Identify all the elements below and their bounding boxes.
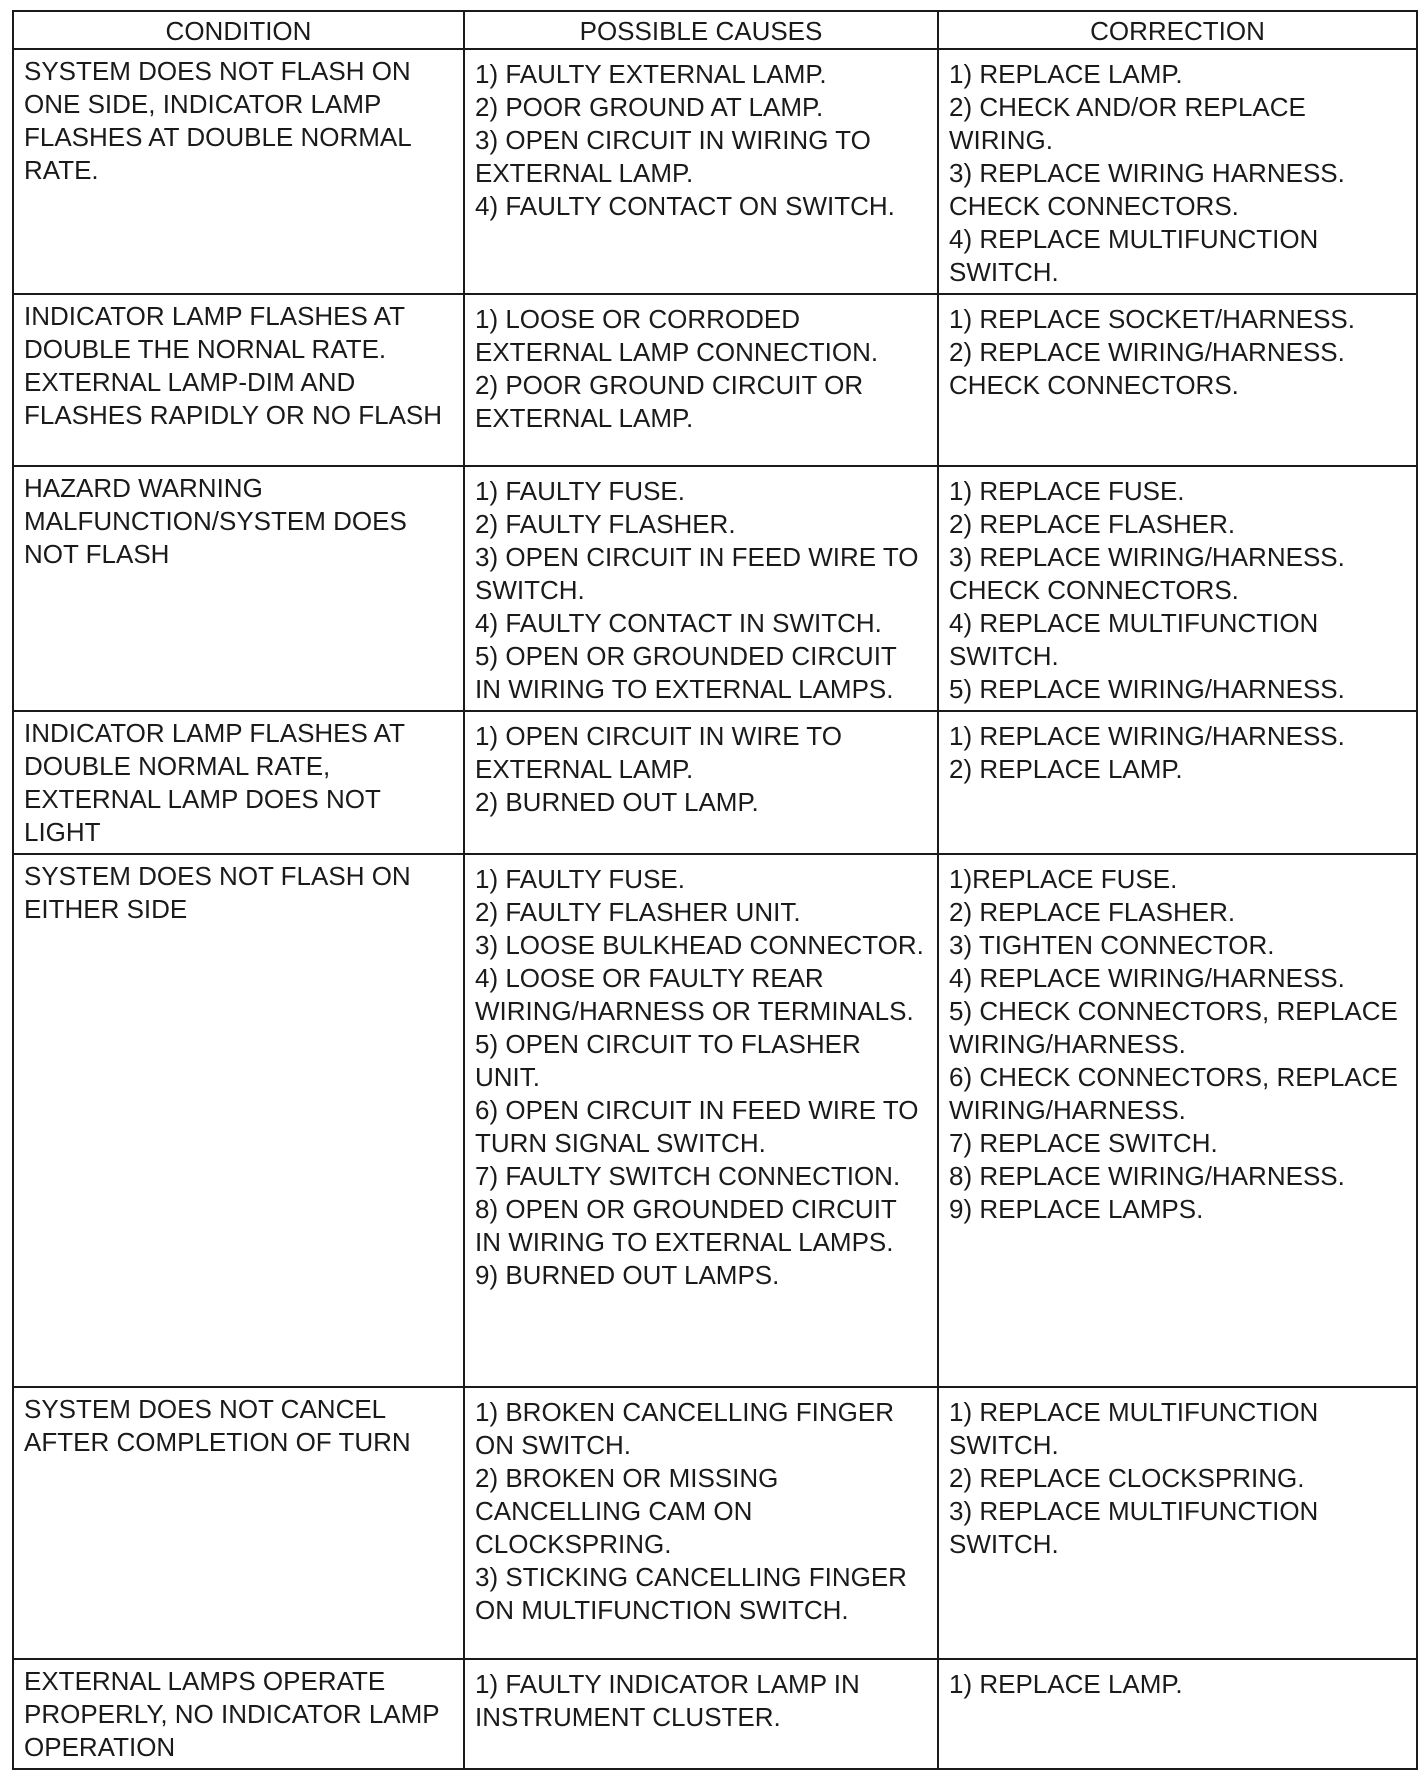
correction-item: 2) REPLACE FLASHER.	[949, 897, 1236, 927]
condition-cell: SYSTEM DOES NOT FLASH ON EITHER SIDE	[13, 854, 464, 1387]
cause-item: 1) FAULTY INDICATOR LAMP IN INSTRUMENT CLUSTER.	[475, 1669, 860, 1732]
cause-item: 5) OPEN CIRCUIT TO FLASHER UNIT.	[475, 1029, 861, 1092]
correction-item: 3) REPLACE WIRING HARNESS. CHECK CONNECTORS.	[949, 158, 1345, 221]
condition-cell: INDICATOR LAMP FLASHES AT DOUBLE THE NORNAL RATE. EXTERNAL LAMP-DIM AND FLASHES RAPIDLY OR NO FLASH	[13, 294, 464, 466]
correction-cell	[938, 1387, 1417, 1659]
cause-item: 3) OPEN CIRCUIT IN WIRING TO EXTERNAL LAMP.	[475, 125, 871, 188]
cause-item: 2) FAULTY FLASHER.	[475, 509, 736, 539]
causes-cell	[464, 1387, 938, 1659]
correction-item: 3) REPLACE MULTIFUNCTION SWITCH.	[949, 1496, 1319, 1559]
cause-item: 8) OPEN OR GROUNDED CIRCUIT IN WIRING TO EXTERNAL LAMPS.	[475, 1194, 897, 1257]
table-row	[13, 466, 1417, 711]
cause-item: 4) LOOSE OR FAULTY REAR WIRING/HARNESS OR TERMINALS.	[475, 963, 914, 1026]
diagnosis-sheet	[12, 10, 1416, 1768]
correction-item: 7) REPLACE SWITCH.	[949, 1128, 1218, 1158]
condition-cell: HAZARD WARNING MALFUNCTION/SYSTEM DOES NOT FLASH	[13, 466, 464, 711]
correction-item: 1) REPLACE LAMP.	[949, 59, 1183, 89]
correction-item: 3) REPLACE WIRING/HARNESS. CHECK CONNECTORS.	[949, 542, 1345, 605]
cause-item: 6) OPEN CIRCUIT IN FEED WIRE TO TURN SIGNAL SWITCH.	[475, 1095, 919, 1158]
correction-item: 2) REPLACE CLOCKSPRING.	[949, 1463, 1305, 1493]
causes-cell	[464, 711, 938, 854]
correction-item: 1) REPLACE FUSE.	[949, 476, 1185, 506]
cause-item: 1) OPEN CIRCUIT IN WIRE TO EXTERNAL LAMP.	[475, 721, 842, 784]
cause-item: 1) FAULTY EXTERNAL LAMP.	[475, 59, 827, 89]
correction-item: 3) TIGHTEN CONNECTOR.	[949, 930, 1275, 960]
cause-item: 7) FAULTY SWITCH CONNECTION.	[475, 1161, 901, 1191]
correction-item: 2) CHECK AND/OR REPLACE WIRING.	[949, 92, 1306, 155]
table-row	[13, 294, 1417, 466]
correction-item: 5) CHECK CONNECTORS, REPLACE WIRING/HARNESS.	[949, 996, 1398, 1059]
table-row	[13, 711, 1417, 854]
cause-item: 3) STICKING CANCELLING FINGER ON MULTIFUNCTION SWITCH.	[475, 1562, 907, 1625]
condition-cell: EXTERNAL LAMPS OPERATE PROPERLY, NO INDICATOR LAMP OPERATION	[13, 1659, 464, 1769]
correction-header: CORRECTION	[938, 11, 1417, 49]
table-row	[13, 1387, 1417, 1659]
correction-item: 6) CHECK CONNECTORS, REPLACE WIRING/HARNESS.	[949, 1062, 1398, 1125]
cause-item: 1) BROKEN CANCELLING FINGER ON SWITCH.	[475, 1397, 894, 1460]
correction-item: 8) REPLACE WIRING/HARNESS.	[949, 1161, 1345, 1191]
diagnosis-table	[12, 10, 1418, 1770]
cause-item: 1) FAULTY FUSE.	[475, 864, 685, 894]
header-row	[13, 11, 1417, 49]
causes-cell	[464, 49, 938, 294]
cause-item: 2) FAULTY FLASHER UNIT.	[475, 897, 801, 927]
table-row	[13, 854, 1417, 1387]
cause-item: 1) FAULTY FUSE.	[475, 476, 685, 506]
correction-cell	[938, 711, 1417, 854]
correction-cell	[938, 49, 1417, 294]
cause-item: 9) BURNED OUT LAMPS.	[475, 1260, 780, 1290]
cause-item: 4) FAULTY CONTACT ON SWITCH.	[475, 191, 895, 221]
cause-item: 4) FAULTY CONTACT IN SWITCH.	[475, 608, 882, 638]
correction-cell	[938, 854, 1417, 1387]
causes-cell	[464, 854, 938, 1387]
causes-cell	[464, 466, 938, 711]
condition-cell: SYSTEM DOES NOT FLASH ON ONE SIDE, INDICATOR LAMP FLASHES AT DOUBLE NORMAL RATE.	[13, 49, 464, 294]
cause-item: 3) OPEN CIRCUIT IN FEED WIRE TO SWITCH.	[475, 542, 919, 605]
correction-item: 1) REPLACE SOCKET/HARNESS.	[949, 304, 1355, 334]
cause-item: 2) BURNED OUT LAMP.	[475, 787, 759, 817]
correction-item: 2) REPLACE WIRING/HARNESS. CHECK CONNECTORS.	[949, 337, 1345, 400]
correction-item: 9) REPLACE LAMPS.	[949, 1194, 1204, 1224]
causes-cell	[464, 1659, 938, 1769]
correction-cell	[938, 466, 1417, 711]
table-body	[13, 49, 1417, 1769]
condition-header: CONDITION	[13, 11, 464, 49]
correction-item: 1) REPLACE MULTIFUNCTION SWITCH.	[949, 1397, 1319, 1460]
cause-item: 2) POOR GROUND AT LAMP.	[475, 92, 824, 122]
cause-item: 2) POOR GROUND CIRCUIT OR EXTERNAL LAMP.	[475, 370, 864, 433]
condition-cell: INDICATOR LAMP FLASHES AT DOUBLE NORMAL RATE, EXTERNAL LAMP DOES NOT LIGHT	[13, 711, 464, 854]
cause-item: 5) OPEN OR GROUNDED CIRCUIT IN WIRING TO EXTERNAL LAMPS.	[475, 641, 897, 704]
correction-item: 5) REPLACE WIRING/HARNESS.	[949, 674, 1345, 704]
correction-item: 2) REPLACE FLASHER.	[949, 509, 1236, 539]
table-row	[13, 49, 1417, 294]
correction-item: 4) REPLACE WIRING/HARNESS.	[949, 963, 1345, 993]
condition-cell: SYSTEM DOES NOT CANCEL AFTER COMPLETION OF TURN	[13, 1387, 464, 1659]
correction-item: 2) REPLACE LAMP.	[949, 754, 1183, 784]
correction-item: 4) REPLACE MULTIFUNCTION SWITCH.	[949, 224, 1319, 287]
cause-item: 3) LOOSE BULKHEAD CONNECTOR.	[475, 930, 924, 960]
correction-item: 4) REPLACE MULTIFUNCTION SWITCH.	[949, 608, 1319, 671]
correction-cell	[938, 1659, 1417, 1769]
correction-cell	[938, 294, 1417, 466]
correction-item: 1) REPLACE LAMP.	[949, 1669, 1183, 1699]
possible-causes-header: POSSIBLE CAUSES	[464, 11, 938, 49]
causes-cell	[464, 294, 938, 466]
cause-item: 1) LOOSE OR CORRODED EXTERNAL LAMP CONNECTION.	[475, 304, 879, 367]
table-row	[13, 1659, 1417, 1769]
correction-item: 1) REPLACE WIRING/HARNESS.	[949, 721, 1345, 751]
cause-item: 2) BROKEN OR MISSING CANCELLING CAM ON CLOCKSPRING.	[475, 1463, 779, 1559]
correction-item: 1)REPLACE FUSE.	[949, 864, 1178, 894]
